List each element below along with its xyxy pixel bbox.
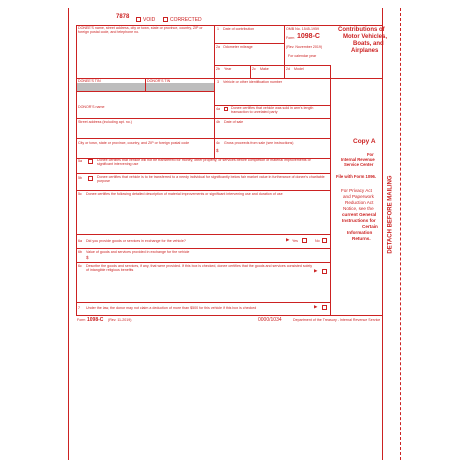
donor-name-label: DONOR'S name <box>78 105 105 109</box>
box2a-number: 2a <box>216 45 220 49</box>
box5c-number: 5c <box>78 192 82 196</box>
grid-omb-split <box>284 25 285 65</box>
box6a-no-label: No <box>315 239 320 243</box>
box6a-yes-label: Yes <box>292 239 298 243</box>
form-code: 7878 <box>116 14 130 20</box>
box7-number: 7 <box>78 306 80 310</box>
corrected-checkbox[interactable] <box>163 17 168 22</box>
box2b-label: Year <box>224 67 232 71</box>
perforation-line <box>400 8 401 460</box>
box2c-number: 2c <box>252 67 256 71</box>
box3-label: Vehicle or other identification number <box>223 80 283 84</box>
grid-line-7 <box>76 315 382 316</box>
box5a-checkbox[interactable] <box>88 159 93 164</box>
instructions-line4: Information <box>347 230 373 235</box>
file-with-1096: File with Form 1096. <box>336 174 377 179</box>
box5a-number: 5a <box>78 159 82 163</box>
grid-line-tin <box>76 78 382 79</box>
grid-line-6a <box>76 248 330 249</box>
notice-line2: and Paperwork <box>343 194 374 199</box>
box2d-label: Model <box>294 67 304 71</box>
title-line2: Motor Vehicles, <box>343 34 388 40</box>
grid-line-2a <box>214 43 284 44</box>
omb-number: OMB No. 1545-1959 <box>286 27 319 31</box>
box7-label: Under the law, the donor may not claim a deduction of more than $500 for this vehicle if this box is checked <box>86 306 257 310</box>
box1-label: Date of contribution <box>223 27 255 31</box>
box4a-label: Donee certifies that vehicle was sold in arm's length transaction to unrelated party <box>231 106 314 115</box>
footer-dept: Department of the Treasury - Internal Revenue Service <box>293 318 381 322</box>
instructions-line5: Returns. <box>352 236 371 241</box>
box5b-label: Donee certifies that vehicle is to be transferred to a needy individual for significantly below fair market value in furtherance of donee's charitable purpose <box>97 175 325 184</box>
copy-irs-line1: Internal Revenue <box>341 157 375 162</box>
box2d-number: 2d <box>286 67 290 71</box>
donor-tin-label: DONOR'S TIN <box>147 79 171 83</box>
box6a-label: Did you provide goods or services in exchange for the vehicle? <box>86 239 186 243</box>
box4c-number: 4c <box>216 141 220 145</box>
calendar-year-label: For calendar year <box>288 54 317 58</box>
box4b-number: 4b <box>216 120 220 124</box>
footer-form-word: Form <box>77 318 86 322</box>
box4c-dollar: $ <box>216 148 219 153</box>
grid-line-6c <box>76 302 330 303</box>
box6c-label: Describe the goods and services, if any, that were provided. If this box is checked, donee certifies that the goods and services consisted solely of intangible religious benefits <box>86 264 313 273</box>
grid-line-5a <box>76 173 330 174</box>
grid-left-line <box>76 25 77 315</box>
form-number: 1098-C <box>297 33 320 40</box>
footer-form-number: 1098-C <box>87 317 104 323</box>
box6a-yes-checkbox[interactable] <box>302 238 307 243</box>
grid-line-6b <box>76 262 330 263</box>
box6a-number: 6a <box>78 239 82 243</box>
detach-before-mailing: DETACH BEFORE MAILING <box>387 175 394 254</box>
grid-line-5c <box>76 234 330 235</box>
notice-line3: Reduction Act <box>345 200 374 205</box>
title-line1: Contributions of <box>338 27 385 33</box>
grid-line-3 <box>76 91 214 92</box>
box5c-label: Donee certifies the following detailed description of material improvements or significant intervening use and duration of use <box>86 192 283 196</box>
box6a-arrow: ▶ <box>286 237 290 242</box>
box3-number: 3 <box>217 80 219 84</box>
donor-tin-shading <box>146 83 214 91</box>
grid-right-inner <box>330 65 331 315</box>
box4b-label: Date of sale <box>224 120 244 124</box>
grid-line-street <box>76 138 330 139</box>
box6b-number: 6b <box>78 250 82 254</box>
instructions-line1: current General <box>342 212 377 217</box>
footer-center-code: 0000/1034 <box>258 317 282 323</box>
page-left-edge <box>68 8 69 460</box>
grid-line-2b <box>214 65 330 66</box>
grid-mid-line <box>214 25 215 158</box>
instructions-line2: Instructions for <box>342 218 376 223</box>
notice-line1: For Privacy Act <box>341 188 372 193</box>
box2a-label: Odometer mileage <box>223 45 253 49</box>
box1-number: 1 <box>217 27 219 31</box>
form-word: Form <box>286 36 295 40</box>
city-label: City or town, state or province, country, and ZIP or foreign postal code <box>78 141 190 145</box>
box6c-arrow: ▶ <box>314 268 318 273</box>
void-checkbox[interactable] <box>136 17 141 22</box>
copy-a-label: Copy A <box>353 138 376 145</box>
box5b-number: 5b <box>78 176 82 180</box>
donee-name-address-label: DONEE'S name, street address, city or town, state or province, country, ZIP or foreign postal code, and telephone no. <box>78 26 203 35</box>
box2b-number: 2b <box>216 67 220 71</box>
grid-2cd-split <box>284 65 285 78</box>
box6b-dollar: $ <box>86 255 89 260</box>
title-line4: Airplanes <box>351 48 379 54</box>
box6a-no-checkbox[interactable] <box>322 238 327 243</box>
title-line3: Boats, and <box>353 41 384 47</box>
box7-arrow: ▶ <box>314 304 318 309</box>
revision-date: (Rev. November 2019) <box>286 45 323 49</box>
form-right-edge <box>382 8 383 460</box>
box5b-checkbox[interactable] <box>88 176 93 181</box>
box4c-label: Gross proceeds from sale (see instructions) <box>224 141 294 145</box>
footer-revision: (Rev. 11-2019) <box>108 318 132 322</box>
box4a-number: 4a <box>216 107 220 111</box>
donee-tin-label: DONEE'S TIN <box>78 79 101 83</box>
copy-irs-line2: Service Center <box>344 162 374 167</box>
street-address-label: Street address (including apt. no.) <box>78 120 132 124</box>
donee-tin-shading <box>77 83 145 91</box>
box4a-checkbox[interactable] <box>224 107 228 111</box>
box2c-label: Make <box>260 67 269 71</box>
grid-line-donor <box>76 118 330 119</box>
box5a-label: Donee certifies that vehicle will not be transferred for money, other property, or services before completion of material improvements or significant intervening use <box>97 158 311 167</box>
box6c-checkbox[interactable] <box>322 269 327 274</box>
grid-line-5b <box>76 190 330 191</box>
notice-line4: Notice, see the <box>343 206 374 211</box>
copy-for: For <box>367 152 374 157</box>
void-label: VOID <box>143 17 156 23</box>
instructions-line3: Certain <box>362 224 378 229</box>
corrected-label: CORRECTED <box>170 17 202 23</box>
box6b-label: Value of goods and services provided in exchange for the vehicle <box>86 250 190 254</box>
grid-2bc-split <box>250 65 251 78</box>
box6c-number: 6c <box>78 264 82 268</box>
box7-checkbox[interactable] <box>322 305 327 310</box>
